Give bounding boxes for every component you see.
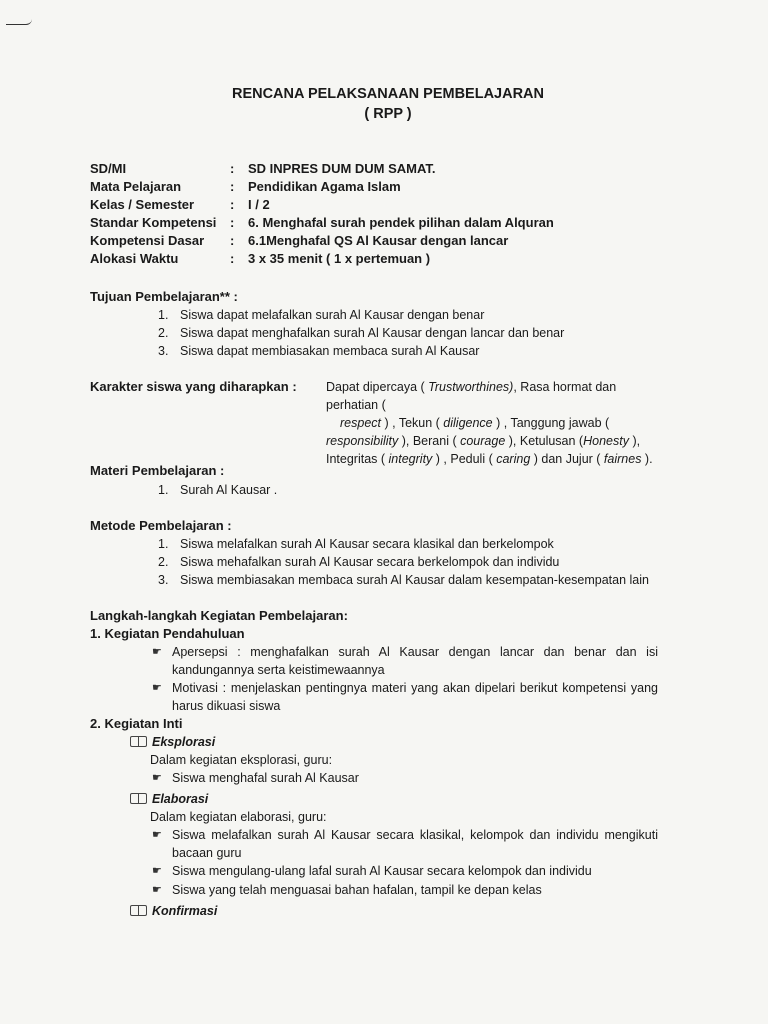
eksplorasi-intro: Dalam kegiatan eksplorasi, guru: xyxy=(150,753,333,767)
identity-row xyxy=(90,250,430,268)
identity-value: 3 x 35 menit ( 1 x pertemuan ) xyxy=(248,251,431,266)
identity-label: Kelas / Semester xyxy=(90,197,195,212)
list-item: 2. Siswa mehafalkan surah Al Kausar secara berkelompok dan individu xyxy=(158,555,560,569)
identity-value: 6. Menghafal surah pendek pilihan dalam Alquran xyxy=(248,215,554,230)
document-subtitle: ( RPP ) xyxy=(364,106,412,122)
pointing-hand-icon: ☛ xyxy=(152,884,162,896)
identity-label: Alokasi Waktu xyxy=(90,251,179,266)
identity-label: Kompetensi Dasar xyxy=(90,233,205,248)
list-item: ☛ Siswa mengulang-ulang lafal surah Al Kausar secara kelompok dan individu xyxy=(152,864,592,878)
list-item: 3. Siswa membiasakan membaca surah Al Kausar dalam kesempatan-kesempatan lain xyxy=(158,573,649,587)
inti-heading: 2. Kegiatan Inti xyxy=(90,716,183,731)
identity-colon: : xyxy=(230,233,235,248)
identity-colon: : xyxy=(230,161,235,176)
list-item: ☛ Siswa yang telah menguasai bahan hafalan, tampil ke depan kelas xyxy=(152,883,542,897)
elaborasi-heading: Elaborasi xyxy=(130,790,208,808)
identity-row xyxy=(90,178,401,196)
identity-colon: : xyxy=(230,179,235,194)
identity-value: 6.1Menghafal QS Al Kausar dengan lancar xyxy=(248,233,509,248)
list-item: ☛ Motivasi : menjelaskan pentingnya materi yang akan dipelari berikut kompetensi yang harus dikuasi siswa xyxy=(152,681,658,713)
identity-value: SD INPRES DUM DUM SAMAT. xyxy=(248,161,436,176)
open-book-icon xyxy=(130,904,148,916)
metode-heading: Metode Pembelajaran : xyxy=(90,518,232,533)
list-item: 3. Siswa dapat membiasakan membaca surah Al Kausar xyxy=(158,344,480,358)
identity-value: I / 2 xyxy=(248,197,270,212)
materi-heading: Materi Pembelajaran : xyxy=(90,463,225,478)
karakter-text: Dapat dipercaya ( Trustworthines), Rasa hormat dan perhatian ( respect ) , Tekun ( diligence ) , Tanggung jawab ( responsibility ), Berani ( courage ), Ketulusan (Honesty ), Integritas ( integrity ) , Peduli ( caring ) dan Jujur ( fairnes ). xyxy=(326,380,653,466)
identity-label: Mata Pelajaran xyxy=(90,179,182,194)
pointing-hand-icon: ☛ xyxy=(152,682,162,694)
langkah-heading: Langkah-langkah Kegiatan Pembelajaran: xyxy=(90,608,348,623)
pointing-hand-icon: ☛ xyxy=(152,646,162,658)
document-title-block xyxy=(0,84,768,124)
pen-mark xyxy=(6,14,32,25)
list-item: ☛ Apersepsi : menghafalkan surah Al Kausar dengan lancar dan benar dan isi kandungannya serta keistimewaannya xyxy=(152,645,658,677)
document-title: RENCANA PELAKSANAAN PEMBELAJARAN xyxy=(231,86,545,102)
identity-colon: : xyxy=(230,215,235,230)
tujuan-heading: Tujuan Pembelajaran** : xyxy=(90,289,238,304)
identity-colon: : xyxy=(230,197,235,212)
pointing-hand-icon: ☛ xyxy=(152,772,162,784)
elaborasi-intro: Dalam kegiatan elaborasi, guru: xyxy=(150,810,327,824)
list-item: ☛ Siswa menghafal surah Al Kausar xyxy=(152,771,359,785)
eksplorasi-heading: Eksplorasi xyxy=(130,733,215,751)
identity-row xyxy=(90,232,508,250)
identity-label: SD/MI xyxy=(90,161,127,176)
pointing-hand-icon: ☛ xyxy=(152,865,162,877)
identity-label: Standar Kompetensi xyxy=(90,215,217,230)
identity-value: Pendidikan Agama Islam xyxy=(248,179,401,194)
pendahuluan-heading: 1. Kegiatan Pendahuluan xyxy=(90,626,245,641)
konfirmasi-heading: Konfirmasi xyxy=(130,902,217,920)
identity-row xyxy=(90,196,270,214)
identity-row xyxy=(90,160,436,178)
open-book-icon xyxy=(130,735,148,747)
list-item: ☛ Siswa melafalkan surah Al Kausar secara klasikal, kelompok dan individu mengikuti bacaan guru xyxy=(152,828,658,860)
open-book-icon xyxy=(130,792,148,804)
identity-row xyxy=(90,214,554,232)
identity-colon: : xyxy=(230,251,235,266)
list-item: 1. Surah Al Kausar . xyxy=(158,483,278,497)
karakter-heading: Karakter siswa yang diharapkan : xyxy=(90,379,297,394)
list-item: 1. Siswa dapat melafalkan surah Al Kausar dengan benar xyxy=(158,308,485,322)
list-item: 1. Siswa melafalkan surah Al Kausar secara klasikal dan berkelompok xyxy=(158,537,554,551)
list-item: 2. Siswa dapat menghafalkan surah Al Kausar dengan lancar dan benar xyxy=(158,326,565,340)
pointing-hand-icon: ☛ xyxy=(152,829,162,841)
